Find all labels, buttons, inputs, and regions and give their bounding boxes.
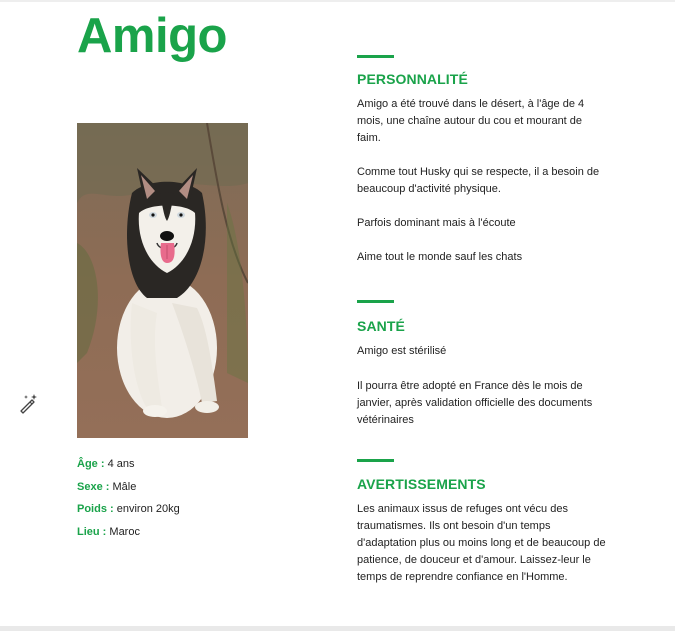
section-personality [357,55,607,266]
section-rule [357,459,394,462]
fact-location [77,523,180,546]
fact-value: Maroc [109,525,140,538]
page-title: Amigo [77,9,227,63]
fact-value: 4 ans [107,458,135,470]
fact-value: environ 20kg [116,503,180,515]
magic-wand-icon[interactable] [18,392,40,414]
fact-label: Lieu : [77,525,107,538]
fact-label: Poids : [77,503,114,515]
section-warnings [357,459,607,586]
fact-weight [77,500,180,523]
section-title: SANTÉ [357,318,405,334]
paragraph: Amigo est stérilisé [357,345,447,357]
fact-sex [77,478,180,501]
paragraph: Parfois dominant mais à l'écoute [357,217,516,229]
dog-photo [77,123,248,438]
paragraph: Comme tout Husky qui se respecte, il a besoin de beaucoup d'activité physique. [357,166,600,195]
fact-label: Sexe : [77,480,110,493]
section-health [357,300,607,429]
section-rule [357,55,394,58]
paragraph: Les animaux issus de refuges ont vécu des traumatismes. Ils ont besoin d'un temps d'adaptation plus ou moins long et de beaucoup de patience, de douceur et d'amour. Laissez-leur le temps de reprendre confiance en l'Homme. [357,503,606,583]
section-rule [357,300,394,303]
bottom-scrollbar [0,626,675,631]
fact-age [77,455,180,478]
paragraph: Il pourra être adopté en France dès le mois de janvier, après validation officielle des documents vétérinaires [357,380,593,426]
fact-value: Mâle [112,480,137,493]
facts-list [77,455,180,545]
section-title: AVERTISSEMENTS [357,476,486,492]
section-title: PERSONNALITÉ [357,71,468,87]
paragraph: Amigo a été trouvé dans le désert, à l'âge de 4 mois, une chaîne autour du cou et mourant de faim. [357,98,585,144]
paragraph: Aime tout le monde sauf les chats [357,251,523,263]
top-divider [0,0,675,2]
fact-label: Âge : [77,458,105,470]
